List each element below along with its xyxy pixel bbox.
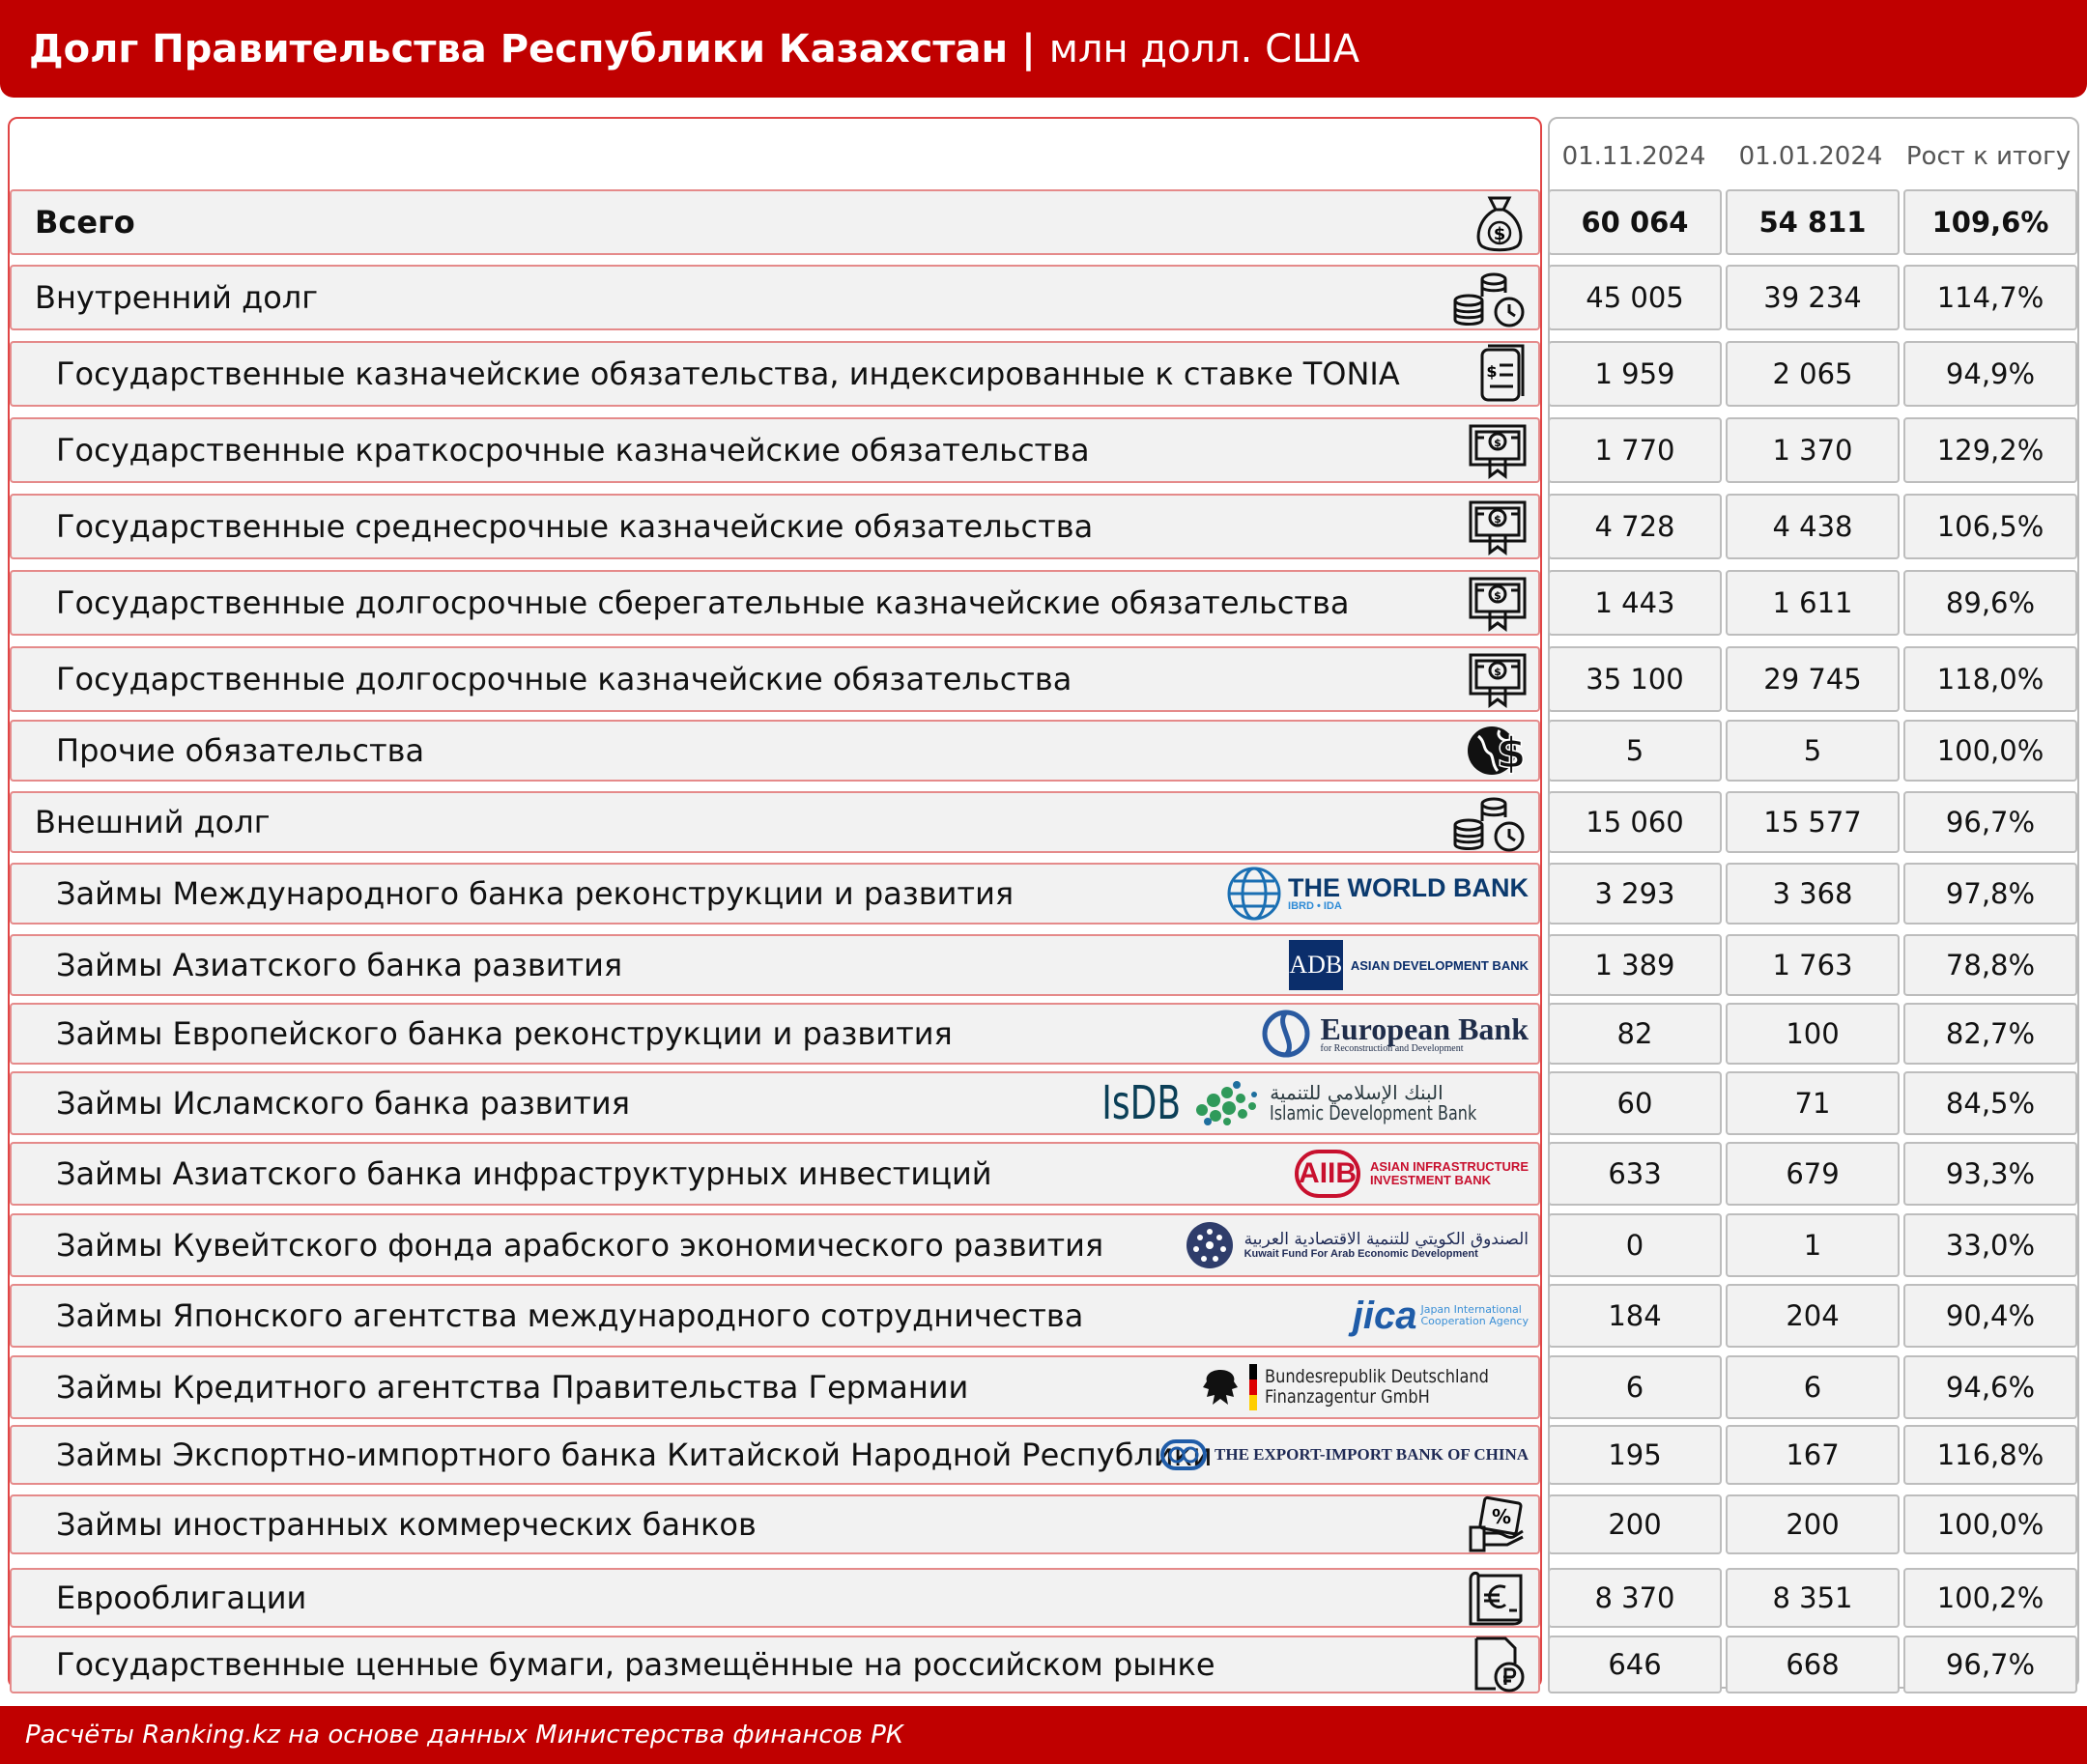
value-cell-nov: 1 959: [1548, 341, 1722, 407]
column-header-growth: Рост к итогу: [1905, 142, 2072, 171]
value-cell-nov: 1 770: [1548, 417, 1722, 483]
value-cell-jan: 2 065: [1726, 341, 1900, 407]
value-cell-jan: 1: [1726, 1213, 1900, 1277]
value-cell-jan: 54 811: [1726, 189, 1900, 255]
table-row-label: [10, 341, 1540, 407]
value-cell-nov: 5: [1548, 720, 1722, 782]
column-header-date-jan: 01.01.2024: [1738, 142, 1883, 171]
value-cell-jan: 4 438: [1726, 494, 1900, 559]
table-row-label: [10, 1213, 1540, 1277]
value-cell-growth: 89,6%: [1903, 570, 2077, 636]
value-cell-growth: 114,7%: [1903, 265, 2077, 330]
value-cell-jan: 5: [1726, 720, 1900, 782]
table-row-label: [10, 189, 1540, 255]
value-cell-nov: 646: [1548, 1636, 1722, 1693]
table-row-label: [10, 1494, 1540, 1554]
euro-bond-icon: [1467, 1568, 1529, 1628]
value-cell-nov: 633: [1548, 1142, 1722, 1206]
title-separator: |: [1021, 26, 1036, 71]
table-row-label: [10, 1568, 1540, 1628]
row-label: Прочие обязательства: [56, 732, 425, 769]
row-label: Государственные ценные бумаги, размещённые на российском рынке: [56, 1646, 1215, 1683]
table-row-label: [10, 265, 1540, 330]
row-label: Займы иностранных коммерческих банков: [56, 1506, 757, 1543]
table-row-label: [10, 1284, 1540, 1348]
coins-clock-icon: [1451, 792, 1529, 852]
value-cell-jan: 3 368: [1726, 863, 1900, 925]
column-header-date-nov: 01.11.2024: [1561, 142, 1706, 171]
svg-text:$: $: [1494, 437, 1501, 449]
table-row-label: [10, 1003, 1540, 1065]
value-cell-nov: 45 005: [1548, 265, 1722, 330]
svg-text:$: $: [1486, 362, 1498, 381]
row-label: Еврооблигации: [56, 1579, 307, 1616]
row-label: Займы Кредитного агентства Правительства Германии: [56, 1369, 969, 1406]
page-header: [0, 0, 2087, 98]
value-cell-growth: 118,0%: [1903, 646, 2077, 712]
value-cell-growth: 94,6%: [1903, 1355, 2077, 1419]
value-cell-growth: 93,3%: [1903, 1142, 2077, 1206]
value-cell-jan: 6: [1726, 1355, 1900, 1419]
coins-clock-icon: [1451, 268, 1529, 327]
value-cell-growth: 90,4%: [1903, 1284, 2077, 1348]
value-cell-jan: 200: [1726, 1494, 1900, 1554]
svg-text:$: $: [1494, 666, 1501, 678]
value-cell-growth: 84,5%: [1903, 1071, 2077, 1135]
jica-logo: [1353, 1286, 1529, 1346]
page-title: Долг Правительства Республики Казахстан: [29, 26, 1009, 71]
table-row-label: [10, 1142, 1540, 1206]
row-label: Внутренний долг: [35, 279, 319, 316]
value-cell-nov: 200: [1548, 1494, 1722, 1554]
page-unit: млн долл. США: [1048, 26, 1360, 71]
table-row-label: [10, 1071, 1540, 1135]
row-label: Займы Международного банка реконструкции и развития: [56, 875, 1015, 912]
invoice-icon: [1474, 344, 1529, 404]
row-label: Внешний долг: [35, 804, 271, 840]
value-cell-jan: 668: [1726, 1636, 1900, 1693]
svg-text:%: %: [1491, 1505, 1512, 1528]
table-row-label: [10, 791, 1540, 853]
value-cell-nov: 35 100: [1548, 646, 1722, 712]
value-cell-nov: 195: [1548, 1425, 1722, 1485]
source-note: Расчёты Ranking.kz на основе данных Министерства финансов РК: [25, 1721, 904, 1750]
value-cell-nov: 60: [1548, 1071, 1722, 1135]
value-cell-jan: 679: [1726, 1142, 1900, 1206]
table-row-label: [10, 494, 1540, 559]
value-cell-growth: 106,5%: [1903, 494, 2077, 559]
world-bank-logo: [1226, 864, 1529, 924]
germany-finanzagentur-logo: Bundesrepublik Deutschland Finanzagentur GmbH: [1199, 1364, 1529, 1410]
value-cell-nov: 1 443: [1548, 570, 1722, 636]
isdb-logo: [1075, 1073, 1529, 1133]
table-row-label: [10, 1425, 1540, 1485]
isdb-logo: IsDB البنك الإسلامي للتنمية Islamic Development Bank: [1101, 1076, 1477, 1130]
row-label: Займы Японского агентства международного сотрудничества: [56, 1297, 1084, 1334]
aiib-logo: [1295, 1144, 1529, 1204]
row-label: Займы Азиатского банка инфраструктурных инвестиций: [56, 1155, 992, 1192]
value-cell-growth: 116,8%: [1903, 1425, 2077, 1485]
row-label: Займы Азиатского банка развития: [56, 947, 623, 983]
jica-logo: jica Japan International Cooperation Agency: [1352, 1294, 1529, 1337]
value-cell-nov: 184: [1548, 1284, 1722, 1348]
value-cell-nov: 4 728: [1548, 494, 1722, 559]
ebrd-logo: [1259, 1004, 1530, 1064]
value-cell-nov: 3 293: [1548, 863, 1722, 925]
value-cell-growth: 100,2%: [1903, 1568, 2077, 1628]
value-cell-nov: 82: [1548, 1003, 1722, 1065]
value-cell-growth: 97,8%: [1903, 863, 2077, 925]
svg-text:$: $: [1494, 513, 1501, 526]
value-cell-jan: 1 763: [1726, 934, 1900, 996]
kuwait-fund-logo: [1183, 1215, 1529, 1275]
value-cell-jan: 39 234: [1726, 265, 1900, 330]
value-cell-growth: 82,7%: [1903, 1003, 2077, 1065]
ruble-document-icon: [1471, 1635, 1529, 1694]
svg-text:$: $: [1494, 589, 1501, 602]
value-cell-nov: 15 060: [1548, 791, 1722, 853]
kuwait-fund-logo: الصندوق الكويتي للتنمية الاقتصادية العربية Kuwait Fund For Arab Economic Development: [1183, 1218, 1529, 1272]
certificate-icon: [1467, 497, 1529, 556]
table-row-label: [10, 720, 1540, 782]
globe-dollar-icon: [1465, 721, 1529, 781]
value-cell-jan: 8 351: [1726, 1568, 1900, 1628]
row-label: Всего: [35, 204, 135, 241]
value-cell-jan: 71: [1726, 1071, 1900, 1135]
value-cell-growth: 109,6%: [1903, 189, 2077, 255]
money-bag-icon: [1471, 192, 1529, 252]
svg-text:$: $: [1493, 224, 1506, 244]
footer: [0, 1706, 2087, 1764]
value-cell-nov: 60 064: [1548, 189, 1722, 255]
value-cell-growth: 96,7%: [1903, 1636, 2077, 1693]
value-cell-nov: 0: [1548, 1213, 1722, 1277]
value-cell-growth: 94,9%: [1903, 341, 2077, 407]
value-cell-growth: 96,7%: [1903, 791, 2077, 853]
table-row-label: [10, 570, 1540, 636]
value-cell-jan: 15 577: [1726, 791, 1900, 853]
world-bank-logo: THE WORLD BANK IBRD • IDA: [1226, 866, 1529, 922]
table-row-label: [10, 646, 1540, 712]
china-exim-logo: [1160, 1425, 1529, 1485]
row-label: Займы Кувейтского фонда арабского экономического развития: [56, 1227, 1104, 1264]
row-label: Государственные среднесрочные казначейские обязательства: [56, 508, 1094, 545]
value-cell-jan: 1 370: [1726, 417, 1900, 483]
row-label: Займы Исламского банка развития: [56, 1085, 630, 1122]
row-label: Государственные долгосрочные сберегательные казначейские обязательства: [56, 584, 1350, 621]
certificate-icon: [1467, 649, 1529, 709]
table-row-label: [10, 1636, 1540, 1693]
value-cell-growth: 78,8%: [1903, 934, 2077, 996]
value-cell-jan: 204: [1726, 1284, 1900, 1348]
adb-logo: ADB ASIAN DEVELOPMENT BANK: [1289, 940, 1529, 990]
certificate-icon: [1467, 420, 1529, 480]
row-label: Государственные долгосрочные казначейские обязательства: [56, 661, 1072, 697]
value-cell-jan: 1 611: [1726, 570, 1900, 636]
value-cell-jan: 29 745: [1726, 646, 1900, 712]
value-cell-jan: 167: [1726, 1425, 1900, 1485]
ebrd-logo: European Bank for Reconstruction and Development: [1259, 1009, 1530, 1059]
value-cell-nov: 6: [1548, 1355, 1722, 1419]
china-exim-logo: THE EXPORT-IMPORT BANK OF CHINA: [1160, 1438, 1529, 1471]
value-cell-growth: 33,0%: [1903, 1213, 2077, 1277]
value-cell-nov: 8 370: [1548, 1568, 1722, 1628]
value-cell-growth: 100,0%: [1903, 720, 2077, 782]
germany-finanzagentur-logo: [1199, 1357, 1529, 1417]
value-cell-growth: 129,2%: [1903, 417, 2077, 483]
table-row-label: [10, 863, 1540, 925]
value-cell-jan: 100: [1726, 1003, 1900, 1065]
row-label: Займы Европейского банка реконструкции и развития: [56, 1015, 953, 1052]
adb-logo: [1289, 935, 1529, 995]
value-cell-nov: 1 389: [1548, 934, 1722, 996]
table-row-label: [10, 417, 1540, 483]
row-label: Государственные краткосрочные казначейские обязательства: [56, 432, 1090, 469]
row-label: Государственные казначейские обязательства, индексированные к ставке TONIA: [56, 356, 1400, 392]
table-row-label: [10, 1355, 1540, 1419]
table-row-label: [10, 934, 1540, 996]
svg-text:$: $: [1496, 728, 1527, 778]
row-label: Займы Экспортно-импортного банка Китайской Народной Республики: [56, 1437, 1213, 1473]
value-cell-growth: 100,0%: [1903, 1494, 2077, 1554]
certificate-icon: [1467, 573, 1529, 633]
aiib-logo: AIIB ASIAN INFRASTRUCTURE INVESTMENT BANK: [1295, 1150, 1529, 1198]
money-percent-icon: [1465, 1494, 1529, 1554]
